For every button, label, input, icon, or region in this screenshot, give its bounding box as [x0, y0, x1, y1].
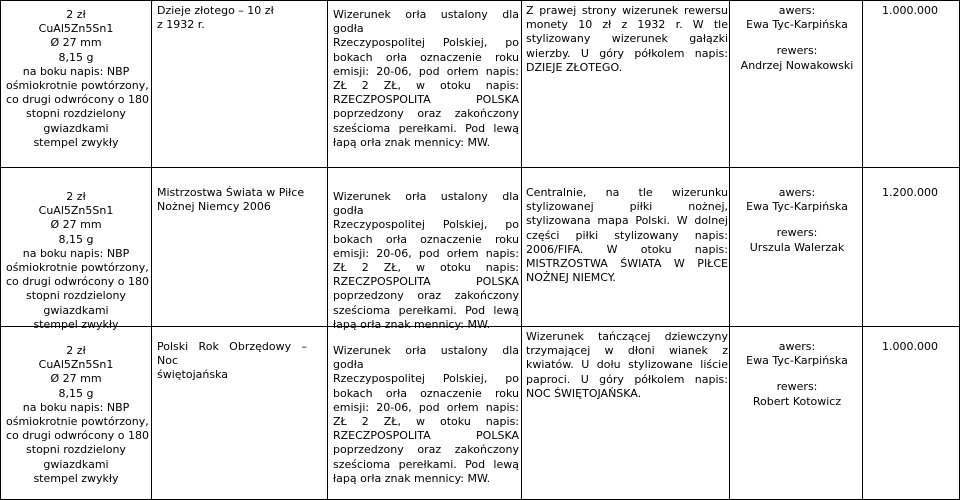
obverse-line: RZECZPOSPOLITA POLSKA	[333, 275, 519, 289]
obverse-line: poprzedzony oraz zakończony	[333, 443, 519, 457]
coin-spec-cell	[6, 344, 149, 486]
coin-spec-line: stempel zwykły	[33, 471, 119, 485]
coin-spec-line: ośmiokrotnie powtórzony,	[6, 79, 149, 93]
designers-cell	[733, 4, 861, 73]
obverse-line: bokach orła oznaczenie roku	[333, 232, 519, 246]
coin-spec-line: stempel zwykły	[33, 135, 119, 149]
obverse-line: Rzeczypospolitej Polskiej, po	[333, 218, 519, 232]
reverse-line: 2006/FIFA. W otoku napis:	[526, 242, 728, 256]
obverse-line: ZŁ 2 ZŁ, w otoku napis:	[333, 79, 519, 93]
coin-spec-line: co drugi odwrócony o 180	[6, 93, 149, 107]
reverse-line: wierzby. U góry półkolem napis:	[526, 46, 728, 60]
reverse-line: Wizerunek tańczącej dziewczyny	[526, 330, 728, 343]
coin-title-line: świętojańska	[157, 368, 229, 382]
designer-awers-name: Ewa Tyc-Karpińska	[746, 200, 848, 214]
reverse-line: stylizowany wizerunek gałązki	[526, 32, 728, 46]
column-divider	[521, 0, 522, 500]
obverse-line: poprzedzony oraz zakończony	[333, 107, 519, 121]
coin-spec-line: co drugi odwrócony o 180	[6, 429, 149, 443]
coin-title-cell	[157, 186, 307, 214]
coin-spec-line: stopni rozdzielony	[26, 107, 126, 121]
coin-spec-line: Ø 27 mm	[50, 218, 102, 232]
reverse-description-cell	[526, 186, 728, 285]
table-top-border	[0, 0, 960, 1]
coin-title-line: z 1932 r.	[157, 18, 205, 32]
obverse-line: emisji: 20-06, pod orłem napis:	[333, 400, 519, 414]
coin-title-cell	[157, 340, 307, 383]
column-divider	[327, 0, 328, 500]
reverse-line: NOŻNEJ NIEMCY.	[526, 271, 616, 285]
coin-spec-line: gwiazdkami	[43, 457, 109, 471]
obverse-line: bokach orła oznaczenie roku	[333, 50, 519, 64]
designer-awers-name: Ewa Tyc-Karpińska	[746, 18, 848, 32]
coin-spec-cell	[6, 8, 149, 150]
column-divider	[0, 0, 1, 500]
obverse-line: emisji: 20-06, pod orłem napis:	[333, 246, 519, 260]
obverse-line: sześcioma perełkami. Pod lewą	[333, 121, 519, 135]
designer-rewers-label: rewers:	[776, 380, 818, 394]
obverse-line: ZŁ 2 ZŁ, w otoku napis:	[333, 415, 519, 429]
obverse-description-cell	[333, 190, 519, 332]
coin-spec-line: ośmiokrotnie powtórzony,	[6, 415, 149, 429]
obverse-line: Rzeczypospolitej Polskiej, po	[333, 372, 519, 386]
coin-spec-line: stopni rozdzielony	[26, 443, 126, 457]
coin-spec-line: ośmiokrotnie powtórzony,	[6, 261, 149, 275]
reverse-line: MISTRZOSTWA ŚWIATA W PIŁCE	[526, 257, 728, 271]
designer-rewers-name: Robert Kotowicz	[752, 394, 842, 408]
coin-spec-line: Ø 27 mm	[50, 372, 102, 386]
reverse-line: Centralnie, na tle wizerunku	[526, 186, 728, 199]
reverse-line: trzymającej w dłoni wianek z	[526, 344, 728, 358]
obverse-description-cell	[333, 344, 519, 486]
obverse-line: poprzedzony oraz zakończony	[333, 289, 519, 303]
obverse-line: RZECZPOSPOLITA POLSKA	[333, 93, 519, 107]
obverse-line: sześcioma perełkami. Pod lewą	[333, 457, 519, 471]
obverse-line: emisji: 20-06, pod orłem napis:	[333, 64, 519, 78]
coin-spec-line: 2 zł	[66, 344, 86, 357]
obverse-line: RZECZPOSPOLITA POLSKA	[333, 429, 519, 443]
coin-spec-line: gwiazdkami	[43, 303, 109, 317]
reverse-line: stylizowana mapa Polski. W dolnej	[526, 214, 728, 228]
mintage-value: 1.000.000	[882, 340, 938, 353]
coin-title-line: Mistrzostwa Świata w Piłce	[157, 186, 305, 199]
obverse-line: łapą orła znak mennicy: MW.	[333, 471, 491, 485]
reverse-line: kwiatów. U dołu stylizowane liście	[526, 358, 728, 372]
coin-spec-line: CuAl5Zn5Sn1	[38, 204, 114, 218]
coin-spec-line: Ø 27 mm	[50, 36, 102, 50]
coin-spec-line: stempel zwykły	[33, 317, 119, 331]
mintage-value: 1.000.000	[882, 4, 938, 17]
designer-awers-label: awers:	[778, 340, 816, 353]
reverse-description-cell	[526, 4, 728, 75]
coin-spec-line: 2 zł	[66, 190, 86, 203]
designer-awers-label: awers:	[778, 186, 816, 199]
reverse-description-cell	[526, 330, 728, 401]
column-divider	[151, 0, 152, 500]
obverse-line: Wizerunek orła ustalony dla godła	[333, 8, 519, 36]
row-divider	[0, 167, 960, 168]
obverse-line: łapą orła znak mennicy: MW.	[333, 317, 491, 331]
coin-spec-line: co drugi odwrócony o 180	[6, 275, 149, 289]
obverse-line: sześcioma perełkami. Pod lewą	[333, 303, 519, 317]
obverse-line: Rzeczypospolitej Polskiej, po	[333, 36, 519, 50]
reverse-line: DZIEJE ZŁOTEGO.	[526, 60, 623, 74]
designer-rewers-name: Andrzej Nowakowski	[740, 58, 854, 72]
reverse-line: Z prawej strony wizerunek rewersu	[526, 4, 728, 17]
designer-awers-label: awers:	[778, 4, 816, 17]
reverse-line: monety 10 zł z 1932 r. W tle	[526, 18, 728, 32]
coin-spec-line: CuAl5Zn5Sn1	[38, 22, 114, 36]
coin-spec-line: CuAl5Zn5Sn1	[38, 358, 114, 372]
coin-spec-line: gwiazdkami	[43, 121, 109, 135]
coin-title-cell	[157, 4, 307, 32]
coin-spec-line: 2 zł	[66, 8, 86, 21]
designers-cell	[733, 186, 861, 255]
reverse-line: paproci. U góry półkolem napis:	[526, 372, 728, 386]
coin-spec-line: na boku napis: NBP	[22, 400, 130, 414]
obverse-line: Wizerunek orła ustalony dla godła	[333, 190, 519, 218]
designer-rewers-label: rewers:	[776, 226, 818, 240]
coin-spec-line: stopni rozdzielony	[26, 289, 126, 303]
mintage-value: 1.200.000	[882, 186, 938, 199]
coin-spec-line: 8,15 g	[58, 232, 94, 246]
reverse-line: NOC ŚWIĘTOJAŃSKA.	[526, 386, 642, 400]
coin-title-line: Nożnej Niemcy 2006	[157, 200, 271, 214]
coin-title-line: Dzieje złotego – 10 zł	[157, 4, 274, 17]
coin-spec-line: 8,15 g	[58, 50, 94, 64]
obverse-line: ZŁ 2 ZŁ, w otoku napis:	[333, 261, 519, 275]
reverse-line: stylizowanej piłki nożnej,	[526, 200, 728, 214]
obverse-line: bokach orła oznaczenie roku	[333, 386, 519, 400]
column-divider	[729, 0, 730, 500]
obverse-line: łapą orła znak mennicy: MW.	[333, 135, 491, 149]
coin-spec-cell	[6, 190, 149, 332]
coin-spec-line: 8,15 g	[58, 386, 94, 400]
column-divider	[862, 0, 863, 500]
designer-rewers-name: Urszula Walerzak	[749, 240, 845, 254]
coin-title-line: Polski Rok Obrzędowy – Noc	[157, 340, 307, 368]
obverse-line: Wizerunek orła ustalony dla godła	[333, 344, 519, 372]
obverse-description-cell	[333, 8, 519, 150]
reverse-line: części piłki stylizowany napis:	[526, 228, 728, 242]
coin-spec-line: na boku napis: NBP	[22, 246, 130, 260]
designer-rewers-label: rewers:	[776, 44, 818, 58]
coin-spec-line: na boku napis: NBP	[22, 64, 130, 78]
designers-cell	[733, 340, 861, 409]
designer-awers-name: Ewa Tyc-Karpińska	[746, 354, 848, 368]
